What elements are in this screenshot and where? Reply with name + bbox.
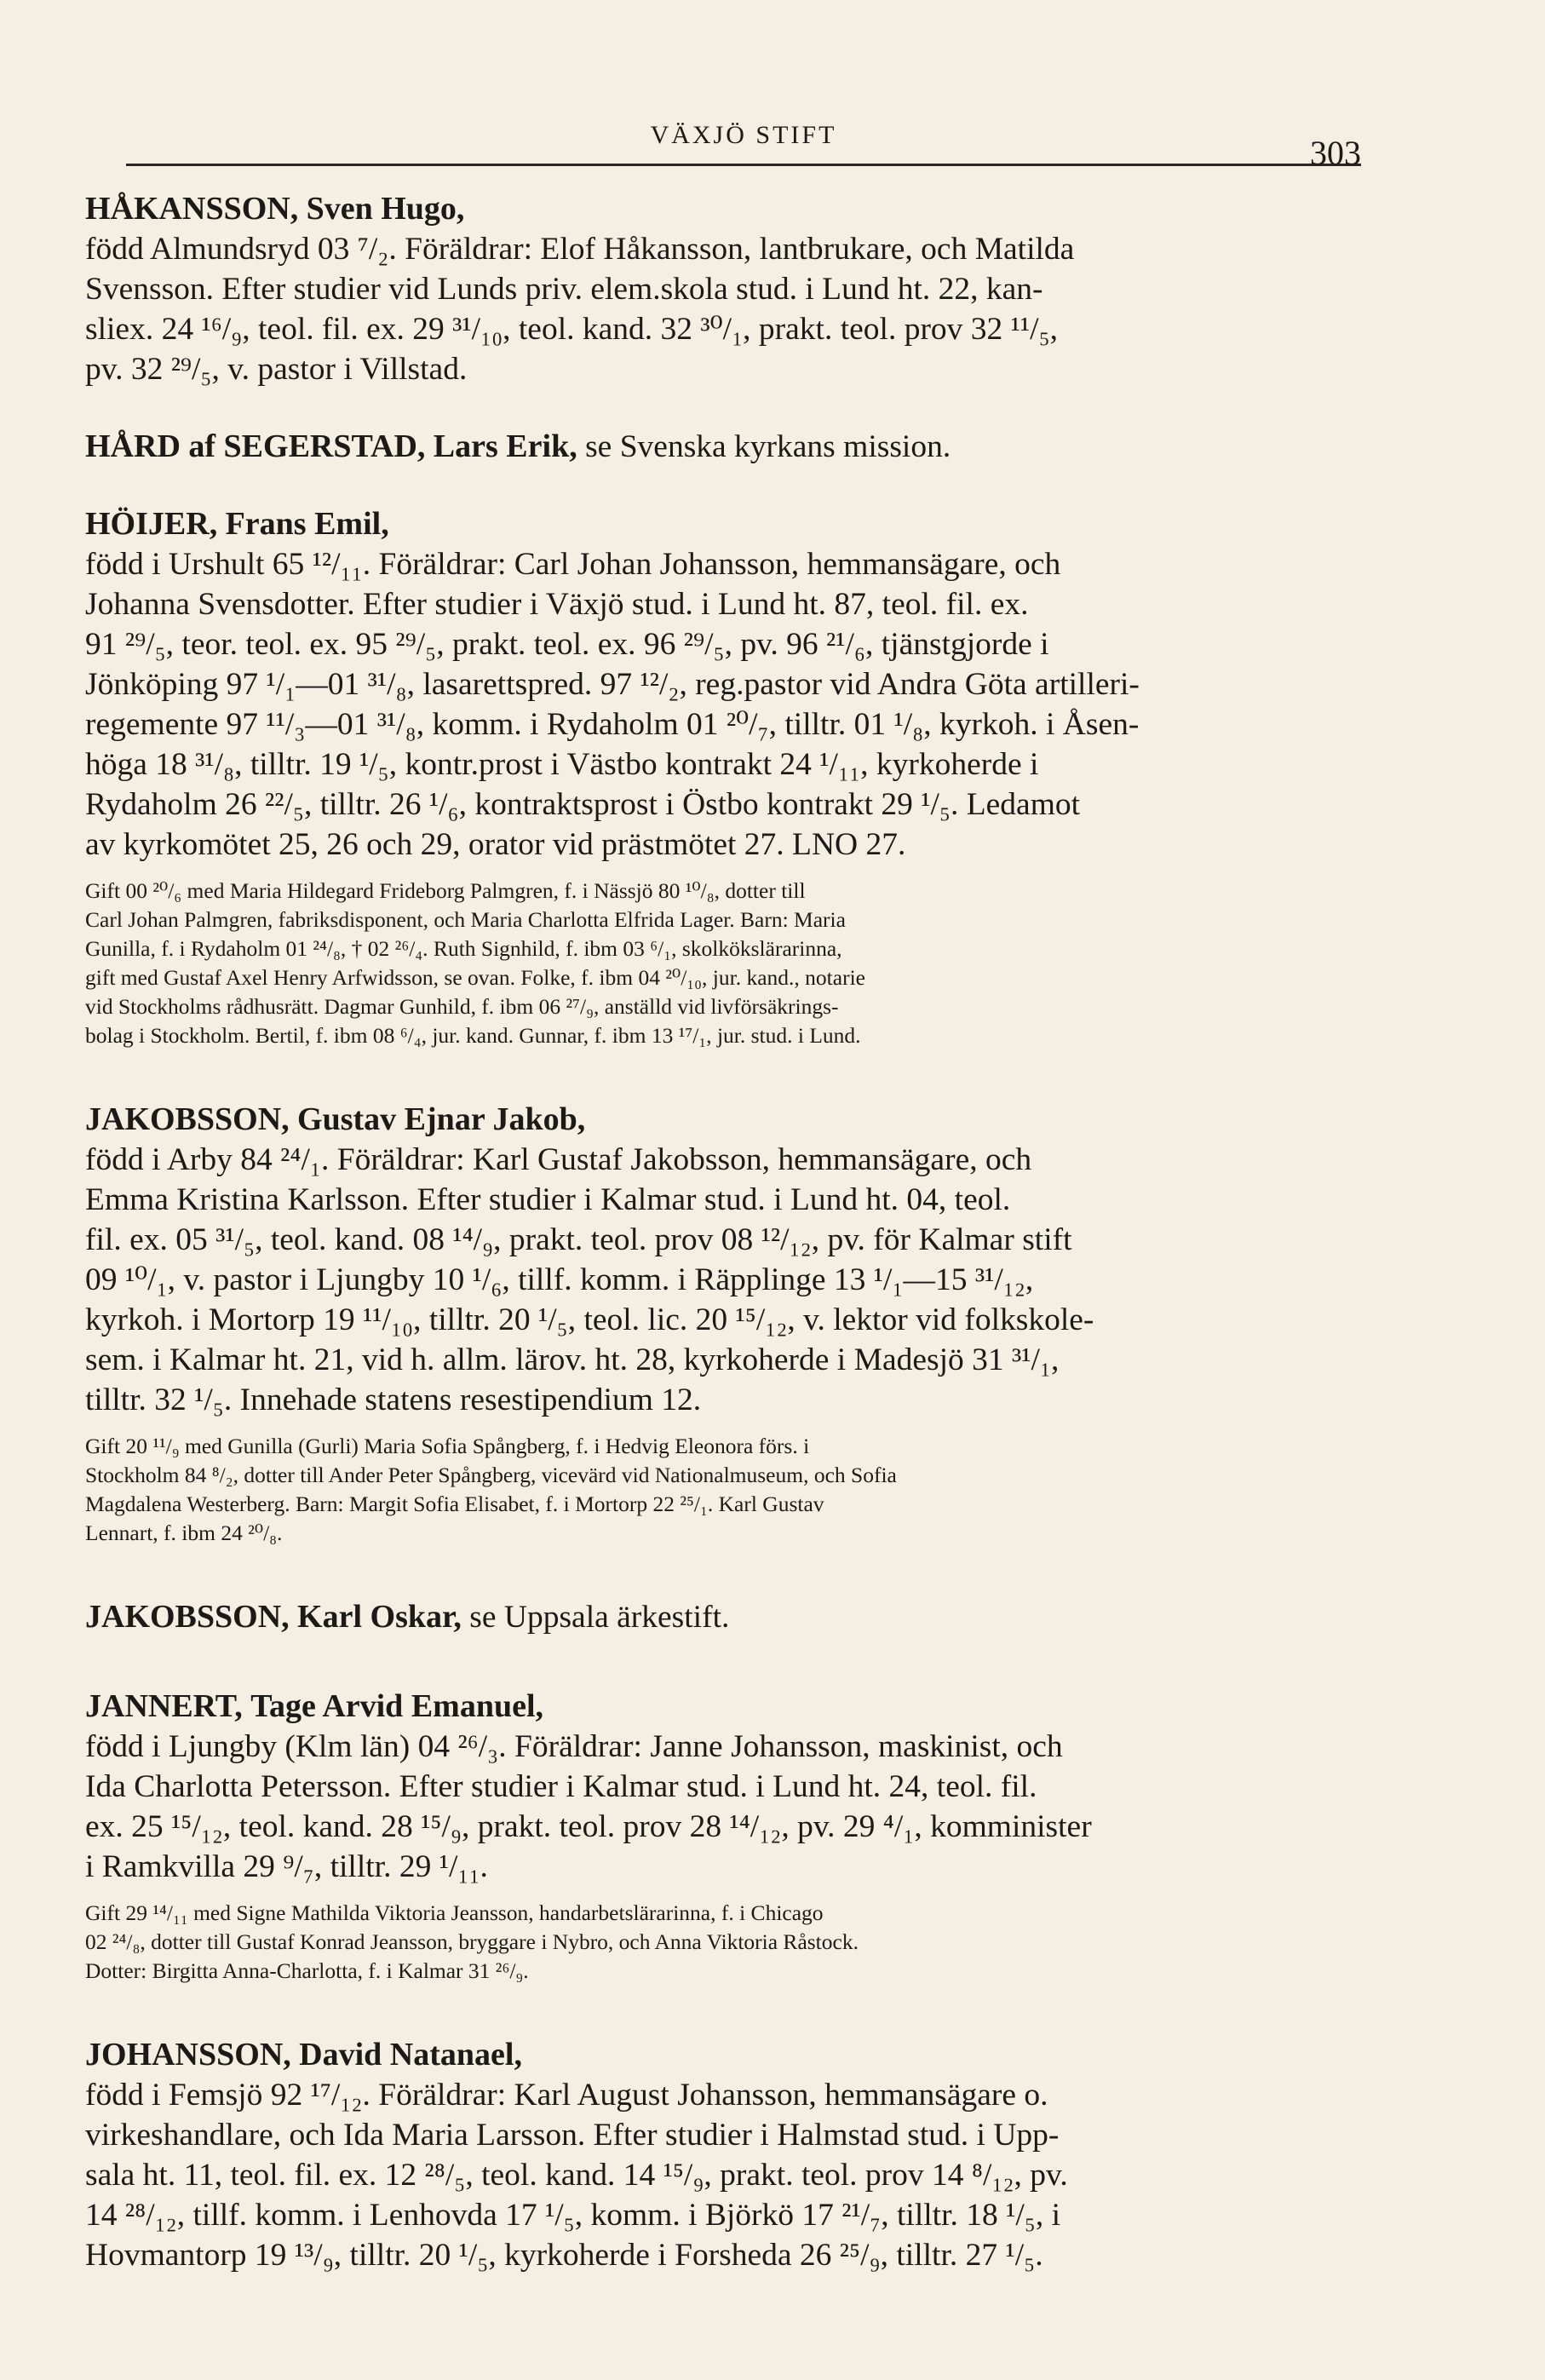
family-line: Gift 20 ¹¹/₉ med Gunilla (Gurli) Maria Sofia Spångberg, f. i Hedvig Eleonora förs. i	[85, 1434, 810, 1458]
entry-body	[85, 1687, 1376, 1887]
entry-line: sem. i Kalmar ht. 21, vid h. allm. lärov. ht. 28, kyrkoherde i Madesjö 31 ³¹/₁,	[85, 1342, 1060, 1377]
entry-line: tilltr. 32 ¹/₅. Innehade statens resestipendium 12.	[85, 1383, 702, 1417]
entry-body	[85, 189, 1376, 389]
entry-given-names: Tage Arvid Emanuel,	[250, 1688, 544, 1724]
page-number: 303	[1310, 134, 1361, 172]
family-notes	[85, 877, 1376, 1050]
family-line: gift med Gustaf Axel Henry Arfwidsson, se ovan. Folke, f. ibm 04 ²⁰/₁₀, jur. kand., notarie	[85, 965, 865, 990]
entry-line: fil. ex. 05 ³¹/₅, teol. kand. 08 ¹⁴/₉, prakt. teol. prov 08 ¹²/₁₂, pv. för Kalmar stift	[85, 1222, 1072, 1257]
entry-line: kyrkoh. i Mortorp 19 ¹¹/₁₀, tilltr. 20 ¹/₅, teol. lic. 20 ¹⁵/₁₂, v. lektor vid folkskole-	[85, 1302, 1094, 1337]
entry-body	[85, 427, 1376, 467]
entry-line: virkeshandlare, och Ida Maria Larsson. Efter studier i Halmstad stud. i Upp-	[85, 2118, 1060, 2153]
family-line: bolag i Stockholm. Bertil, f. ibm 08 ⁶/₄, jur. kand. Gunnar, f. ibm 13 ¹⁷/₁, jur. stud. i Lund.	[85, 1023, 861, 1048]
entry-line: sala ht. 11, teol. fil. ex. 12 ²⁸/₅, teol. kand. 14 ¹⁵/₉, prakt. teol. prov 14 ⁸/₁₂, pv.	[85, 2158, 1068, 2193]
biography-entry	[85, 504, 1376, 1050]
biography-entry	[85, 1100, 1376, 1548]
entry-line: Svensson. Efter studier vid Lunds priv. elem.skola stud. i Lund ht. 22, kan-	[85, 272, 1043, 307]
family-notes	[85, 1899, 1376, 1986]
entry-given-names: Lars Erik,	[433, 428, 577, 464]
entry-line: Emma Kristina Karlsson. Efter studier i Kalmar stud. i Lund ht. 04, teol.	[85, 1182, 1011, 1217]
entry-line: Rydaholm 26 ²²/₅, tilltr. 26 ¹/₆, kontraktsprost i Östbo kontrakt 29 ¹/₅. Ledamot	[85, 787, 1081, 822]
entry-body	[85, 1100, 1376, 1420]
entry-given-names: Sven Hugo,	[306, 191, 465, 227]
family-notes	[85, 1432, 1376, 1548]
entry-line: född i Arby 84 ²⁴/₁. Föräldrar: Karl Gustaf Jakobsson, hemmansägare, och	[85, 1142, 1032, 1177]
entry-line: 14 ²⁸/₁₂, tillf. komm. i Lenhovda 17 ¹/₅, komm. i Björkö 17 ²¹/₇, tilltr. 18 ¹/₅, i	[85, 2198, 1061, 2233]
entry-heading	[85, 1597, 1376, 1637]
entry-surname: JANNERT,	[85, 1688, 243, 1724]
biography-entry	[85, 2035, 1376, 2275]
entry-given-names: Karl Oskar,	[297, 1599, 462, 1635]
family-line: vid Stockholms rådhusrätt. Dagmar Gunhild, f. ibm 06 ²⁷/₉, anställd vid livförsäkrings-	[85, 994, 839, 1019]
entry-line: i Ramkvilla 29 ⁹/₇, tilltr. 29 ¹/₁₁.	[85, 1849, 488, 1884]
entry-line: född Almundsryd 03 ⁷/₂. Föräldrar: Elof Håkansson, lantbrukare, och Matilda	[85, 232, 1075, 267]
family-line: Gunilla, f. i Rydaholm 01 ²⁴/₈, † 02 ²⁶/₄. Ruth Signhild, f. ibm 03 ⁶/₁, skolkökslärarinna,	[85, 936, 842, 961]
entry-surname: JOHANSSON,	[85, 2037, 291, 2072]
entry-surname: JAKOBSSON,	[85, 1599, 290, 1635]
running-head: VÄXJÖ STIFT	[650, 121, 837, 149]
entry-heading	[85, 1100, 1376, 1140]
family-line: Magdalena Westerberg. Barn: Margit Sofia Elisabet, f. i Mortorp 22 ²⁵/₁. Karl Gustav	[85, 1492, 824, 1516]
entry-line: regemente 97 ¹¹/₃—01 ³¹/₈, komm. i Rydaholm 01 ²⁰/₇, tilltr. 01 ¹/₈, kyrkoh. i Åsen-	[85, 707, 1140, 742]
entry-line: 91 ²⁹/₅, teor. teol. ex. 95 ²⁹/₅, prakt. teol. ex. 96 ²⁹/₅, pv. 96 ²¹/₆, tjänstgjorde i	[85, 627, 1049, 662]
entry-line: av kyrkomötet 25, 26 och 29, orator vid prästmötet 27. LNO 27.	[85, 827, 906, 862]
entry-body	[85, 2035, 1376, 2275]
biography-entry	[85, 1687, 1376, 1986]
entry-given-names: Frans Emil,	[225, 506, 389, 542]
entry-body	[85, 504, 1376, 865]
entry-line: född i Femsjö 92 ¹⁷/₁₂. Föräldrar: Karl August Johansson, hemmansägare o.	[85, 2078, 1048, 2113]
family-line: Dotter: Birgitta Anna-Charlotta, f. i Kalmar 31 ²⁶/₉.	[85, 1958, 529, 1983]
biography-entry	[85, 189, 1376, 389]
entry-line: Hovmantorp 19 ¹³/₉, tilltr. 20 ¹/₅, kyrkoherde i Forsheda 26 ²⁵/₉, tilltr. 27 ¹/₅.	[85, 2238, 1043, 2273]
entries-column	[85, 189, 1376, 2275]
entry-heading	[85, 504, 1376, 544]
entry-line: Jönköping 97 ¹/₁—01 ³¹/₈, lasarettspred. 97 ¹²/₂, reg.pastor vid Andra Göta artilleri-	[85, 667, 1140, 702]
entry-heading	[85, 2035, 1376, 2075]
family-line: Carl Johan Palmgren, fabriksdisponent, och Maria Charlotta Elfrida Lager. Barn: Maria	[85, 907, 846, 932]
entry-given-names: Gustav Ejnar Jakob,	[297, 1101, 586, 1137]
entry-surname: HÅRD af SEGERSTAD,	[85, 428, 426, 464]
entry-line: sliex. 24 ¹⁶/₉, teol. fil. ex. 29 ³¹/₁₀, teol. kand. 32 ³⁰/₁, prakt. teol. prov 32 ¹¹/₅,	[85, 312, 1059, 347]
family-line: Gift 00 ²⁰/₆ med Maria Hildegard Frideborg Palmgren, f. i Nässjö 80 ¹⁰/₈, dotter till	[85, 878, 806, 903]
entry-body	[85, 1597, 1376, 1637]
family-line: Stockholm 84 ⁸/₂, dotter till Ander Peter Spångberg, vicevärd vid Nationalmuseum, och Sofia	[85, 1463, 897, 1487]
entry-surname: HÅKANSSON,	[85, 191, 299, 227]
family-line: Gift 29 ¹⁴/₁₁ med Signe Mathilda Viktoria Jeansson, handarbetslärarinna, f. i Chicago	[85, 1900, 824, 1925]
entry-line: ex. 25 ¹⁵/₁₂, teol. kand. 28 ¹⁵/₉, prakt. teol. prov 28 ¹⁴/₁₂, pv. 29 ⁴/₁, komminister	[85, 1809, 1092, 1844]
entry-line: Johanna Svensdotter. Efter studier i Växjö stud. i Lund ht. 87, teol. fil. ex.	[85, 587, 1029, 622]
family-line: Lennart, f. ibm 24 ²⁰/₈.	[85, 1521, 283, 1545]
entry-line: född i Urshult 65 ¹²/₁₁. Föräldrar: Carl Johan Johansson, hemmansägare, och	[85, 547, 1061, 582]
page-header	[126, 102, 1361, 172]
entry-given-names: David Natanael,	[299, 2037, 522, 2072]
entry-surname: HÖIJER,	[85, 506, 218, 542]
entry-line: höga 18 ³¹/₈, tilltr. 19 ¹/₅, kontr.prost i Västbo kontrakt 24 ¹/₁₁, kyrkoherde i	[85, 747, 1039, 782]
entry-reference: se Uppsala ärkestift.	[469, 1600, 730, 1635]
entry-reference: se Svenska kyrkans mission.	[585, 429, 951, 464]
entry-heading	[85, 1687, 1376, 1727]
entry-heading	[85, 189, 1376, 229]
entry-line: pv. 32 ²⁹/₅, v. pastor i Villstad.	[85, 352, 468, 387]
cross-reference-entry	[85, 427, 1376, 467]
entry-surname: JAKOBSSON,	[85, 1101, 290, 1137]
entry-line: 09 ¹⁰/₁, v. pastor i Ljungby 10 ¹/₆, tillf. komm. i Räpplinge 13 ¹/₁—15 ³¹/₁₂,	[85, 1262, 1034, 1297]
entry-line: Ida Charlotta Petersson. Efter studier i Kalmar stud. i Lund ht. 24, teol. fil.	[85, 1769, 1037, 1804]
family-line: 02 ²⁴/₈, dotter till Gustaf Konrad Jeansson, bryggare i Nybro, och Anna Viktoria Råstock.	[85, 1929, 859, 1954]
entry-heading	[85, 427, 1376, 467]
entry-line: född i Ljungby (Klm län) 04 ²⁶/₃. Föräldrar: Janne Johansson, maskinist, och	[85, 1729, 1063, 1764]
cross-reference-entry	[85, 1597, 1376, 1637]
